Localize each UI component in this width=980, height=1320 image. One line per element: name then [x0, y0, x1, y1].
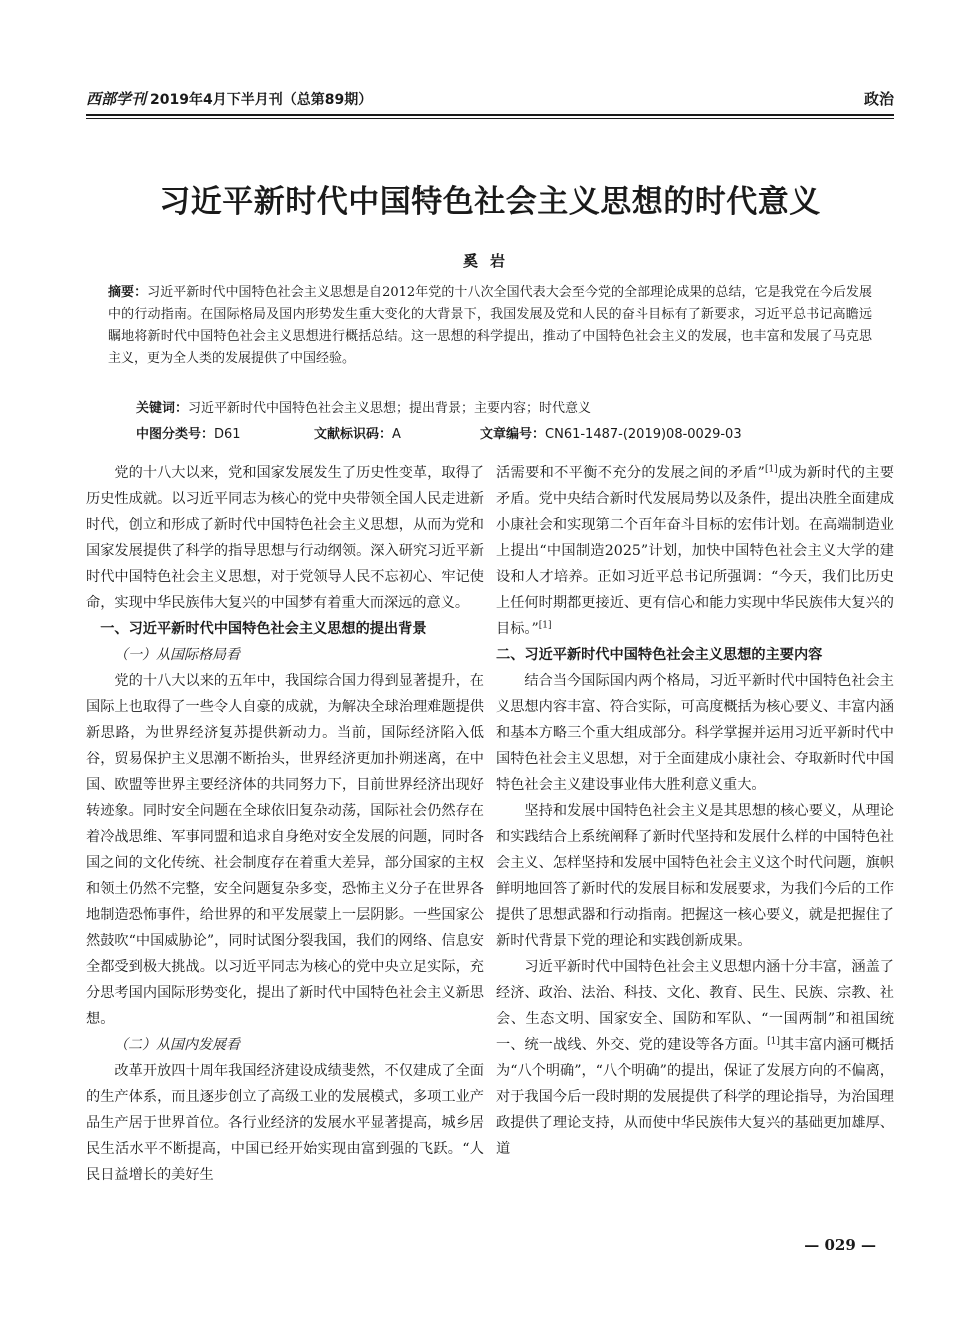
paragraph-continued: [496, 460, 894, 642]
article-no-field: [480, 424, 742, 446]
paragraph: 结合当今国际国内两个格局，习近平新时代中国特色社会主义思想内容丰富、符合实际，可高度概括为核心要义、丰富内涵和基本方略三个重大组成部分。科学掌握并运用习近平新时代中国特色社会主义思想，对于全面建成小康社会、夺取新时代中国特色社会主义建设事业伟大胜利意义重大。: [496, 673, 894, 793]
article-no-value: CN61-1487-(2019)08-0029-03: [545, 427, 742, 442]
running-header: [86, 88, 894, 114]
doc-code-value: A: [392, 427, 401, 442]
clc-label: 中图分类号：: [136, 427, 215, 442]
keywords-label: 关键词：: [136, 401, 189, 416]
citation-ref: [1]: [538, 620, 552, 631]
keywords: [136, 398, 872, 420]
text-run: 成为新时代的主要矛盾。党中央结合新时代发展局势以及条件，提出决胜全面建成小康社会和实现第二个百年奋斗目标的宏伟计划。在高端制造业上提出“中国制造2025”计划，加快中国特色社会主义大学的建设和人才培养。正如习近平总书记所强调：“今天，我们比历史上任何时期都更接近、更有信心和能力实现中华民族伟大复兴的目标。”: [496, 465, 894, 637]
paragraph: [496, 954, 894, 1162]
abstract-label: 摘要：: [108, 285, 148, 300]
subsection-heading-1-1: （一）从国际格局看: [114, 647, 240, 663]
article-title: 习近平新时代中国特色社会主义思想的时代意义: [159, 184, 821, 220]
header-rule-thin: [86, 118, 894, 119]
subsection-heading-1-2: （二）从国内发展看: [114, 1037, 240, 1053]
page-number: — 029 —: [804, 1236, 876, 1254]
paragraph: 党的十八大以来，党和国家发展发生了历史性变革，取得了历史性成就。以习近平同志为核心的党中央带领全国人民走进新时代，创立和形成了新时代中国特色社会主义思想，从而为党和国家发展提供了科学的指导思想与行动纲领。深入研究习近平新时代中国特色社会主义思想，对于党领导人民不忘初心、牢记使命，实现中华民族伟大复兴的中国梦有着重大而深远的意义。: [86, 465, 484, 611]
right-column: [496, 460, 894, 1162]
paragraph: 党的十八大以来的五年中，我国综合国力得到显著提升，在国际上也取得了一些令人自豪的成就，为解决全球治理难题提供新思路，为世界经济复苏提供新动力。当前，国际经济陷入低谷，贸易保护主义思潮不断抬头，世界经济更加扑朔迷离，在中国、欧盟等世界主要经济体的共同努力下，目前世界经济出现好转迹象。同时安全问题在全球依旧复杂动荡，国际社会仍然存在着冷战思维、军事同盟和追求自身绝对安全发展的问题，同时各国之间的文化传统、社会制度存在着重大差异，部分国家的主权和领土仍然不完整，安全问题复杂多变，恐怖主义分子在世界各地制造恐怖事件，给世界的和平发展蒙上一层阴影。一些国家公然鼓吹“中国威胁论”，同时试图分裂我国，我们的网络、信息安全都受到极大挑战。以习近平同志为核心的党中央立足实际，充分思考国内国际形势变化，提出了新时代中国特色社会主义新思想。: [86, 673, 484, 1027]
issue-info: 2019年4月下半月刊（总第89期）: [150, 92, 373, 108]
citation-ref: [1]: [767, 1036, 780, 1047]
article-author: 奚岩: [462, 252, 517, 270]
header-rule: [86, 114, 894, 116]
text-run: 活需要和不平衡不充分的发展之间的矛盾”: [496, 465, 765, 481]
clc-field: [136, 424, 241, 446]
doc-code-label: 文献标识码：: [314, 427, 393, 442]
journal-info: [86, 88, 372, 109]
article-no-label: 文章编号：: [480, 427, 546, 442]
citation-ref: [1]: [764, 464, 778, 475]
clc-value: D61: [214, 427, 241, 442]
journal-name: 西部学刊: [86, 90, 147, 108]
section-heading-2: 二、习近平新时代中国特色社会主义思想的主要内容: [496, 647, 823, 663]
paragraph: 改革开放四十周年我国经济建设成绩斐然，不仅建成了全面的生产体系，而且逐步创立了高级工业的发展模式，多项工业产品生产居于世界首位。各行业经济的发展水平显著提高，城乡居民生活水平不断提高，中国已经开始实现由富到强的飞跃。“人民日益增长的美好生: [86, 1063, 484, 1183]
abstract: [108, 282, 872, 370]
text-run: 习近平新时代中国特色社会主义思想内涵十分丰富，涵盖了经济、政治、法治、科技、文化、教育、民生、民族、宗教、社会、生态文明、国家安全、国防和军队、“一国两制”和祖国统一、统一战线、外交、党的建设等各方面。: [496, 959, 894, 1053]
section-label: 政治: [863, 90, 894, 108]
keywords-text: 习近平新时代中国特色社会主义思想；提出背景；主要内容；时代意义: [188, 401, 592, 416]
left-column: [86, 460, 484, 1188]
text-run: 其丰富内涵可概括为“八个明确”，“八个明确”的提出，保证了发展方向的不偏离，对于我国今后一段时期的发展提供了科学的理论指导，为治国理政提供了理论支持，从而使中华民族伟大复兴的基础更加雄厚、道: [496, 1037, 894, 1157]
paragraph: 坚持和发展中国特色社会主义是其思想的核心要义，从理论和实践结合上系统阐释了新时代坚持和发展什么样的中国特色社会主义、怎样坚持和发展中国特色社会主义这个时代问题，旗帜鲜明地回答了新时代的发展目标和发展要求，为我们今后的工作提供了思想武器和行动指南。把握这一核心要义，就是把握住了新时代背景下党的理论和实践创新成果。: [496, 803, 894, 949]
doc-code-field: [314, 424, 401, 446]
abstract-text: 习近平新时代中国特色社会主义思想是自2012年党的十八次全国代表大会至今党的全部理论成果的总结，它是我党在今后发展中的行动指南。在国际格局及国内形势发生重大变化的大背景下，我国发展及党和人民的奋斗目标有了新要求，习近平总书记高瞻远瞩地将新时代中国特色社会主义思想进行概括总结。这一思想的科学提出，推动了中国特色社会主义的发展，也丰富和发展了马克思主义，更为全人类的发展提供了中国经验。: [108, 285, 872, 366]
section-heading-1: 一、习近平新时代中国特色社会主义思想的提出背景: [100, 621, 427, 637]
